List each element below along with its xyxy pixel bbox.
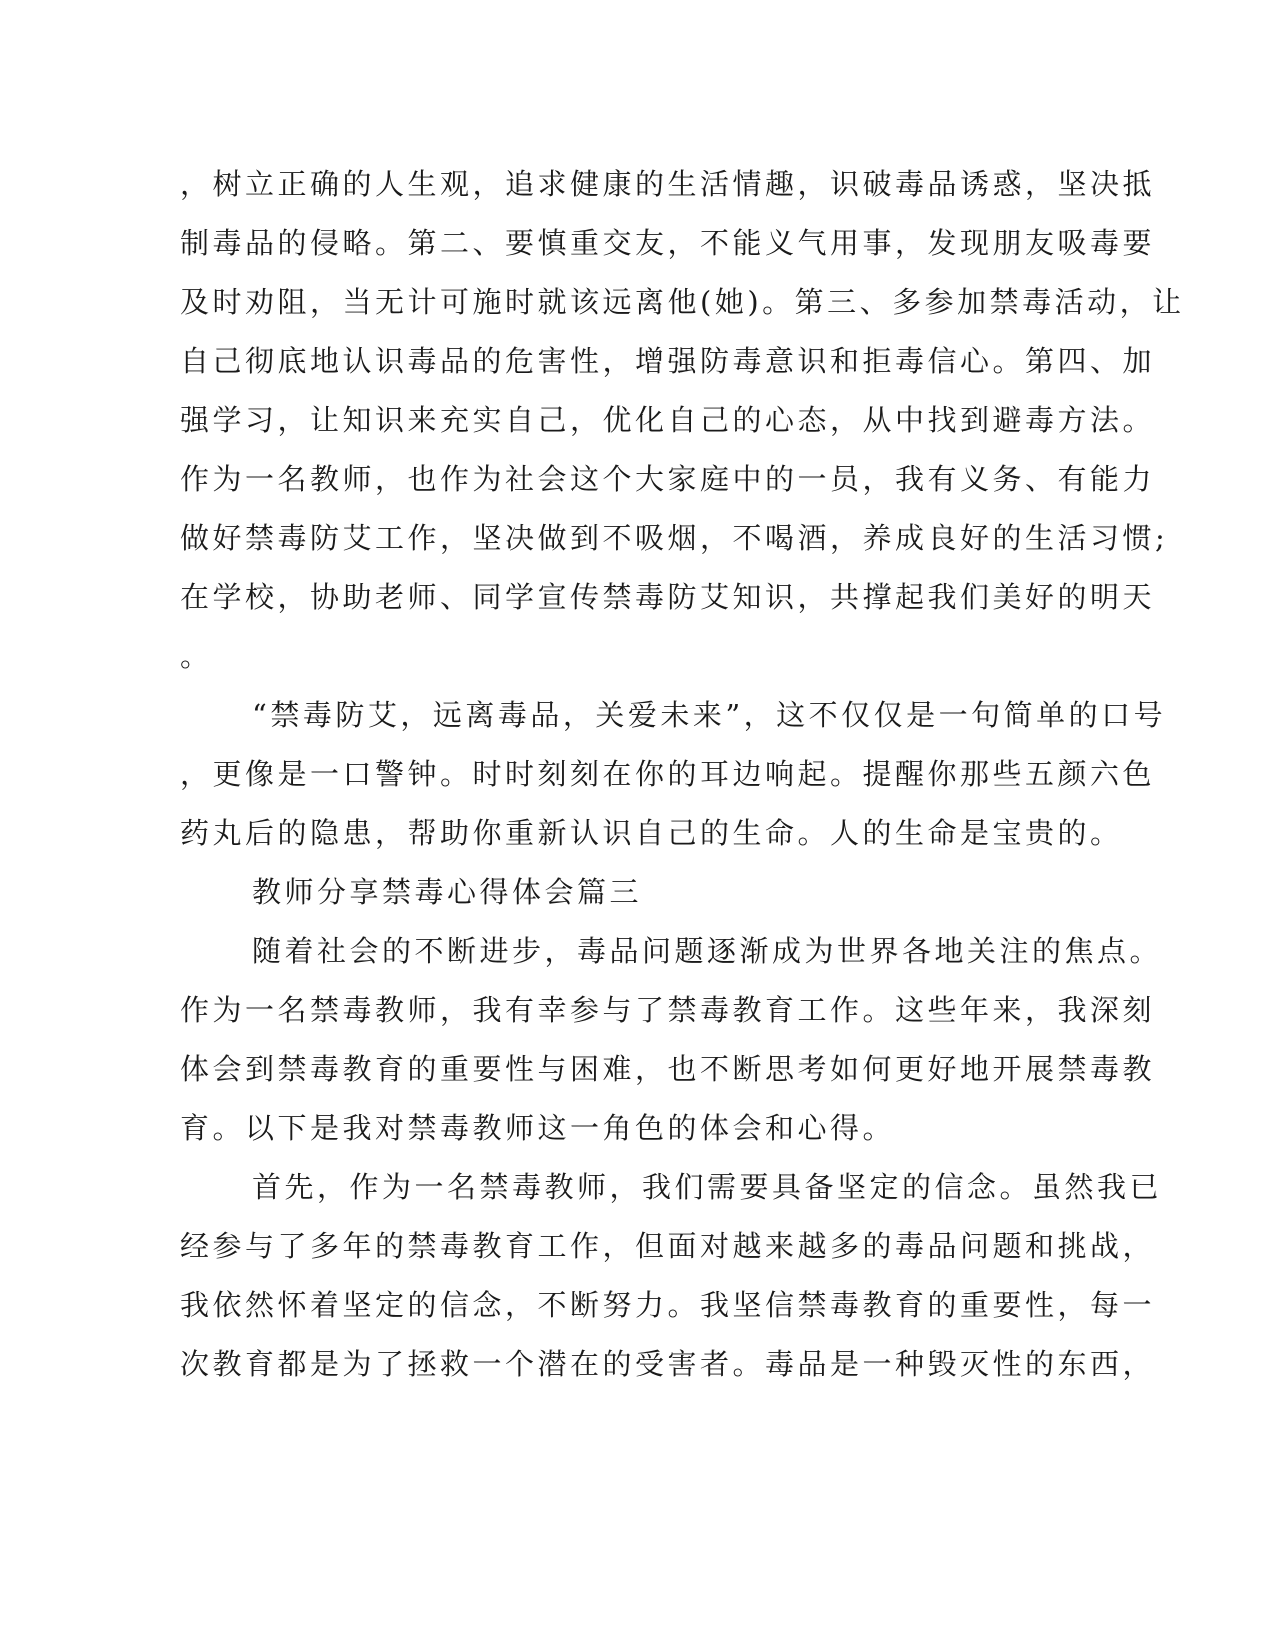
text-line: 在学校，协助老师、同学宣传禁毒防艾知识，共撑起我们美好的明天 — [180, 580, 1156, 614]
text-line: 药丸后的隐患，帮助你重新认识自己的生命。人的生命是宝贵的。 — [180, 816, 1123, 850]
text-line: 经参与了多年的禁毒教育工作，但面对越来越多的毒品问题和挑战， — [180, 1229, 1156, 1263]
text-line: 做好禁毒防艾工作，坚决做到不吸烟，不喝酒，养成良好的生活习惯; — [180, 521, 1169, 555]
text-line: ，树立正确的人生观，追求健康的生活情趣，识破毒品诱惑，坚决抵 — [180, 167, 1156, 201]
text-line: 自己彻底地认识毒品的危害性，增强防毒意识和拒毒信心。第四、加 — [180, 344, 1156, 378]
paragraph-start-line: “禁毒防艾，远离毒品，关爱未来”，这不仅仅是一句简单的口号 — [252, 698, 1167, 732]
text-line: ，更像是一口警钟。时时刻刻在你的耳边响起。提醒你那些五颜六色 — [180, 757, 1156, 791]
text-line: 次教育都是为了拯救一个潜在的受害者。毒品是一种毁灭性的东西， — [180, 1347, 1156, 1381]
paragraph-start-line: 随着社会的不断进步，毒品问题逐渐成为世界各地关注的焦点。 — [252, 934, 1163, 968]
text-line: 我依然怀着坚定的信念，不断努力。我坚信禁毒教育的重要性，每一 — [180, 1288, 1156, 1322]
paragraph-start-line: 首先，作为一名禁毒教师，我们需要具备坚定的信念。虽然我已 — [252, 1170, 1163, 1204]
text-line: 及时劝阻，当无计可施时就该远离他(她)。第三、多参加禁毒活动，让 — [180, 285, 1185, 319]
text-line: 。 — [180, 639, 213, 673]
text-line: 作为一名教师，也作为社会这个大家庭中的一员，我有义务、有能力 — [180, 462, 1156, 496]
section-heading: 教师分享禁毒心得体会篇三 — [252, 875, 643, 909]
text-line: 作为一名禁毒教师，我有幸参与了禁毒教育工作。这些年来，我深刻 — [180, 993, 1156, 1027]
text-line: 强学习，让知识来充实自己，优化自己的心态，从中找到避毒方法。 — [180, 403, 1156, 437]
text-line: 育。以下是我对禁毒教师这一角色的体会和心得。 — [180, 1111, 896, 1145]
document-body — [180, 155, 1185, 1394]
text-line: 体会到禁毒教育的重要性与困难，也不断思考如何更好地开展禁毒教 — [180, 1052, 1156, 1086]
text-line: 制毒品的侵略。第二、要慎重交友，不能义气用事，发现朋友吸毒要 — [180, 226, 1156, 260]
